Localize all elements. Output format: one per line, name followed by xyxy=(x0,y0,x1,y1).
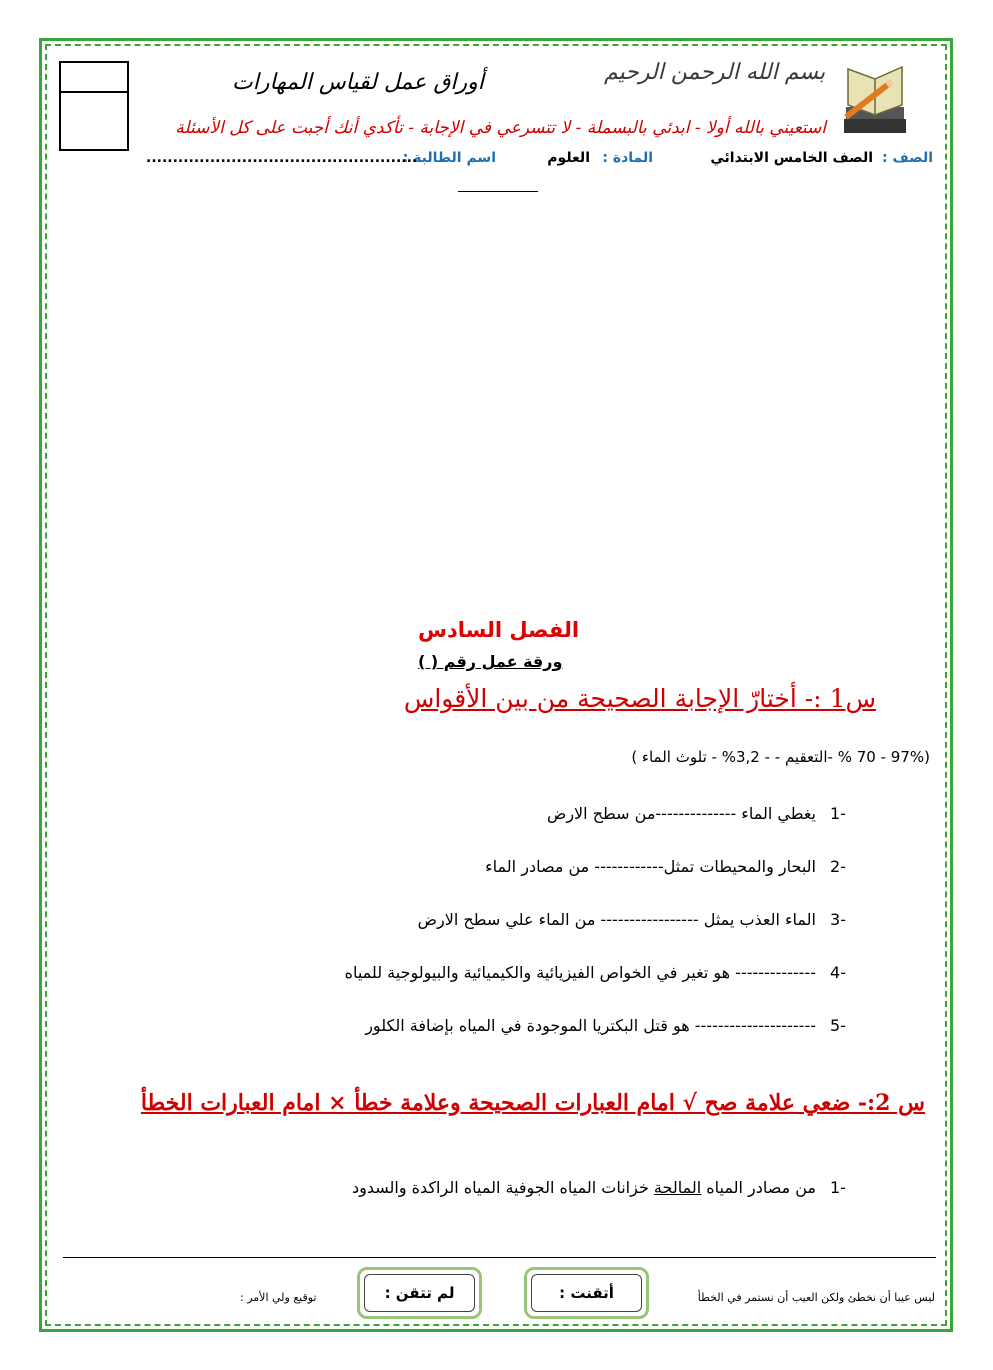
student-name-field[interactable]: ................................................... xyxy=(146,150,418,166)
q2-item-number: -1 xyxy=(830,1178,846,1197)
grade-box xyxy=(59,61,129,151)
subject-label: المادة : xyxy=(602,150,653,166)
divider-short xyxy=(458,191,538,192)
q1-item-number: -1 xyxy=(830,804,846,823)
question-1-heading: س1 :- أختارّ الإجابة الصحيحة من بين الأقواس xyxy=(403,684,876,713)
basmala: بسم الله الرحمن الرحيم xyxy=(604,60,826,85)
answer-options: (97% - 70 % -التعقيم - - 3,2% - تلوث الماء ) xyxy=(631,748,930,766)
footer-motto: ليس عيبا أن نخطئ ولكن العيب أن نستمر في الخطأ xyxy=(697,1291,935,1304)
q1-item-text: -------------- هو تغير في الخواص الفيزيائية والكيميائية والبيولوجية للمياه xyxy=(344,963,816,982)
grade-label: الصف : xyxy=(882,150,933,166)
question-2-heading: س 2:- ضعي علامة صح √ امام العبارات الصحيحة وعلامة خطأ × امام العبارات الخطأ xyxy=(140,1090,925,1116)
grade-value: الصف الخامس الابتدائي xyxy=(710,150,873,166)
worksheet-title: أوراق عمل لقياس المهارات xyxy=(232,70,484,95)
mastered-box: أتقنت : xyxy=(524,1267,649,1319)
subject-value: العلوم xyxy=(547,150,590,166)
books-pencil-icon xyxy=(840,57,910,143)
q1-item-number: -4 xyxy=(830,963,846,982)
q1-item-number: -2 xyxy=(830,857,846,876)
instructions: استعيني بالله أولا - ابدئي بالبسملة - لا تتسرعي في الإجابة - تأكدي أنك أجبت على كل الأسئلة xyxy=(175,118,826,138)
q1-item-text: الماء العذب يمثل ----------------- من الماء علي سطح الارض xyxy=(417,910,816,929)
q1-item-text: البحار والمحيطات تمثل------------ من مصادر الماء xyxy=(485,857,816,876)
q1-item-number: -5 xyxy=(830,1016,846,1035)
q1-item-number: -3 xyxy=(830,910,846,929)
q1-item-text: يغطي الماء --------------من سطح الارض xyxy=(546,804,816,823)
chapter-title: الفصل السادس xyxy=(418,618,580,642)
worksheet-number: ورقة عمل رقم ( ) xyxy=(418,652,563,671)
student-name-label: اسم الطالبة : xyxy=(402,150,496,166)
q2-item-text: من مصادر المياه المالحة خزانات المياه الجوفية المياه الراكدة والسدود xyxy=(352,1178,816,1197)
q1-item-text: --------------------- هو قتل البكتريا الموجودة في المياه بإضافة الكلور xyxy=(365,1016,816,1035)
footer-divider xyxy=(63,1257,936,1258)
guardian-signature-label: توقيع ولي الأمر : xyxy=(240,1291,317,1304)
not-mastered-box: لم تتقن : xyxy=(357,1267,482,1319)
